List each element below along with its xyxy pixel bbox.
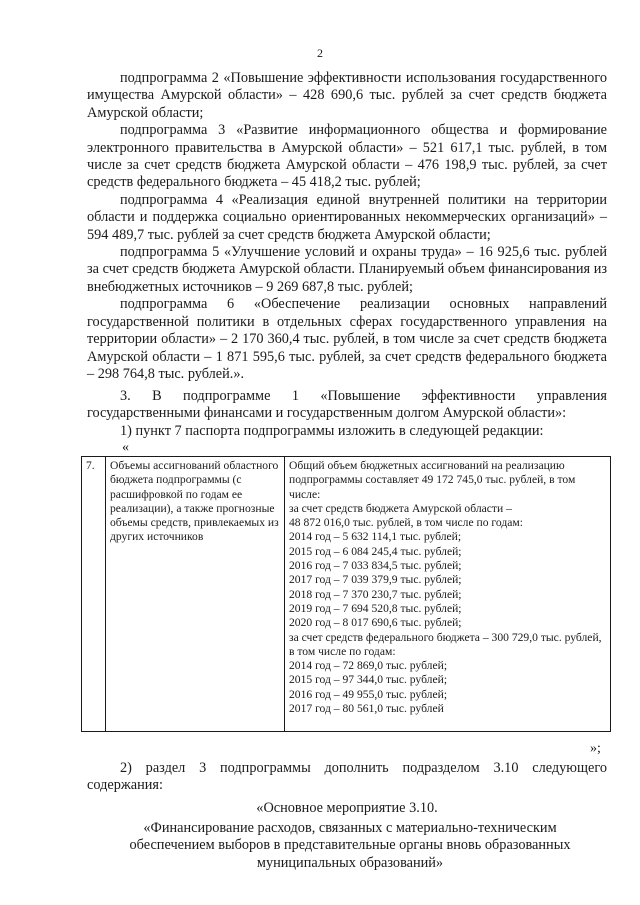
table-row <box>82 457 611 732</box>
paragraph-section-3: 2) раздел 3 подпрограммы дополнить подразделом 3.10 следующего содержания: <box>87 760 607 794</box>
content-line: 2015 год – 6 084 245,4 тыс. рублей; <box>289 544 462 558</box>
subprogram-list <box>87 70 607 383</box>
content-line: 2014 год – 5 632 114,1 тыс. рублей; <box>289 530 462 544</box>
measure-description: «Финансирование расходов, связанных с материально-техническим обеспечением выборов в представительные органы вновь образованных муниципальных образований» <box>129 820 571 871</box>
content-line: 2019 год – 7 694 520,8 тыс. рублей; <box>289 601 462 615</box>
content-line: за счет средств бюджета Амурской области – <box>289 501 512 515</box>
measure-title: «Основное мероприятие 3.10. <box>256 800 438 816</box>
row-number: 7. <box>82 457 106 732</box>
content-line: 2018 год – 7 370 230,7 тыс. рублей; <box>289 587 462 601</box>
passport-table <box>81 456 611 732</box>
content-line: 2016 год – 7 033 834,5 тыс. рублей; <box>289 559 462 573</box>
content-line: за счет средств федерального бюджета – 300 729,0 тыс. рублей, в том числе по годам: <box>289 630 602 658</box>
content-line: 2017 год – 80 561,0 тыс. рублей <box>289 702 444 716</box>
quote-open-mark: « <box>122 440 129 455</box>
paragraph-subprogram-4: подпрограмма 4 «Реализация единой внутренней политики на территории области и поддержка социально ориентированных некоммерческих организаций» – 594 489,7 тыс. рублей за счет средств бюджета Амурской области; <box>87 191 607 243</box>
row-content <box>285 457 611 732</box>
page-number: 2 <box>317 46 323 60</box>
content-line: 2017 год – 7 039 379,9 тыс. рублей; <box>289 573 462 587</box>
paragraph-item-3: 3. В подпрограмме 1 «Повышение эффективности управления государственными финансами и государственным долгом Амурской области»: <box>87 388 607 422</box>
paragraph-subprogram-5: подпрограмма 5 «Улучшение условий и охраны труда» – 16 925,6 тыс. рублей за счет средств бюджета Амурской области. Планируемый объем финансирования из внебюджетных источников – 9 269 687,8 тыс. рублей; <box>87 244 607 295</box>
content-line: 2016 год – 49 955,0 тыс. рублей; <box>289 687 448 701</box>
content-line: 2015 год – 97 344,0 тыс. рублей; <box>289 673 448 687</box>
row-label: Объемы ассигнований областного бюджета подпрограммы (с расшифровкой по годам ее реализации), а также прогнозные объемы средств, привлекаемых из других источников <box>106 457 285 732</box>
quote-close-mark: »; <box>590 741 601 756</box>
paragraph-subprogram-2: подпрограмма 2 «Повышение эффективности использования государственного имущества Амурской области» – 428 690,6 тыс. рублей за счет средств бюджета Амурской области; <box>87 70 607 121</box>
amendment-section <box>87 388 607 440</box>
section-amendment <box>87 760 607 795</box>
content-line: 48 872 016,0 тыс. рублей, в том числе по годам: <box>289 516 523 530</box>
paragraph-subprogram-3: подпрограмма 3 «Развитие информационного общества и формирование электронного правительства в Амурской области» – 521 617,1 тыс. рублей, в том числе за счет средств бюджета Амурской области – 476 198,9 тыс. рублей, за счет средств федерального бюджета – 45 418,2 тыс. рублей; <box>87 122 607 191</box>
content-line: Общий объем бюджетных ассигнований на реализацию подпрограммы составляет 49 172 745,0 тыс. рублей, в том числе: <box>289 459 576 501</box>
paragraph-subprogram-6: подпрограмма 6 «Обеспечение реализации основных направлений государственной политики в отдельных сферах государственного управления на территории области» – 2 170 360,4 тыс. рублей, в том числе за счет средств бюджета Амурской области – 1 871 595,6 тыс. рублей, за счет средств федерального бюджета – 298 764,8 тыс. рублей.». <box>87 296 607 382</box>
content-line: 2020 год – 8 017 690,6 тыс. рублей; <box>289 616 462 630</box>
paragraph-passport-point: 1) пункт 7 паспорта подпрограммы изложить в следующей редакции: <box>120 422 544 439</box>
content-line: 2014 год – 72 869,0 тыс. рублей; <box>289 659 448 673</box>
